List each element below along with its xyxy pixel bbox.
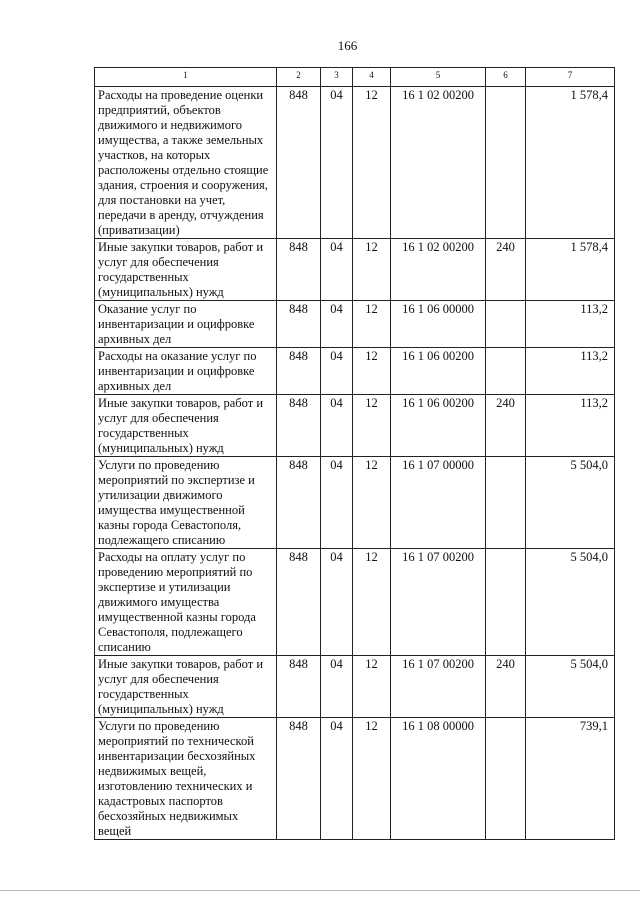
table-row [95, 549, 615, 656]
amount: 1 578,4 [526, 239, 615, 301]
pr-code: 12 [353, 395, 391, 457]
table-row [95, 87, 615, 239]
gr-code: 848 [277, 301, 321, 348]
vr-code: 240 [486, 395, 526, 457]
csr-code: 16 1 06 00000 [391, 301, 486, 348]
pr-code: 12 [353, 656, 391, 718]
rz-code: 04 [321, 395, 353, 457]
vr-code [486, 348, 526, 395]
header-col-7: 7 [526, 68, 615, 87]
rz-code: 04 [321, 87, 353, 239]
header-row [95, 68, 615, 87]
rz-code: 04 [321, 718, 353, 840]
gr-code: 848 [277, 395, 321, 457]
table-row [95, 656, 615, 718]
vr-code [486, 301, 526, 348]
gr-code: 848 [277, 549, 321, 656]
amount: 739,1 [526, 718, 615, 840]
expense-name: Расходы на оплату услуг по проведению мероприятий по экспертизе и утилизации движимого имущества имущественной казны города Севастополя, подлежащего списанию [95, 549, 277, 656]
vr-code: 240 [486, 239, 526, 301]
amount: 113,2 [526, 301, 615, 348]
page-number: 166 [337, 38, 358, 53]
csr-code: 16 1 07 00200 [391, 549, 486, 656]
header-col-3: 3 [321, 68, 353, 87]
csr-code: 16 1 06 00200 [391, 395, 486, 457]
vr-code [486, 87, 526, 239]
pr-code: 12 [353, 301, 391, 348]
amount: 5 504,0 [526, 656, 615, 718]
gr-code: 848 [277, 87, 321, 239]
csr-code: 16 1 07 00000 [391, 457, 486, 549]
expense-name: Иные закупки товаров, работ и услуг для обеспечения государственных (муниципальных) нужд [95, 239, 277, 301]
amount: 113,2 [526, 395, 615, 457]
header-col-5: 5 [391, 68, 486, 87]
expense-name: Услуги по проведению мероприятий по технической инвентаризации бесхозяйных недвижимых вещей, изготовлению технических и кадастровых паспортов бесхозяйных недвижимых вещей [95, 718, 277, 840]
csr-code: 16 1 06 00200 [391, 348, 486, 395]
expense-name: Расходы на оказание услуг по инвентаризации и оцифровке архивных дел [95, 348, 277, 395]
gr-code: 848 [277, 457, 321, 549]
vr-code [486, 718, 526, 840]
csr-code: 16 1 08 00000 [391, 718, 486, 840]
rz-code: 04 [321, 457, 353, 549]
header-col-1: 1 [95, 68, 277, 87]
gr-code: 848 [277, 348, 321, 395]
rz-code: 04 [321, 239, 353, 301]
expense-name: Иные закупки товаров, работ и услуг для обеспечения государственных (муниципальных) нужд [95, 656, 277, 718]
expense-name: Оказание услуг по инвентаризации и оцифровке архивных дел [95, 301, 277, 348]
csr-code: 16 1 02 00200 [391, 87, 486, 239]
amount: 5 504,0 [526, 549, 615, 656]
table-row [95, 395, 615, 457]
pr-code: 12 [353, 87, 391, 239]
expense-name: Расходы на проведение оценки предприятий, объектов движимого и недвижимого имущества, а также земельных участков, на которых расположены отдельно стоящие здания, строения и сооружения, для постановки на учет, передачи в аренду, отчуждения (приватизации) [95, 87, 277, 239]
table-row [95, 301, 615, 348]
gr-code: 848 [277, 718, 321, 840]
expense-name: Иные закупки товаров, работ и услуг для обеспечения государственных (муниципальных) нужд [95, 395, 277, 457]
vr-code: 240 [486, 656, 526, 718]
header-col-6: 6 [486, 68, 526, 87]
vr-code [486, 549, 526, 656]
table-row [95, 457, 615, 549]
csr-code: 16 1 07 00200 [391, 656, 486, 718]
rz-code: 04 [321, 656, 353, 718]
pr-code: 12 [353, 457, 391, 549]
pr-code: 12 [353, 718, 391, 840]
rz-code: 04 [321, 549, 353, 656]
pr-code: 12 [353, 239, 391, 301]
rz-code: 04 [321, 301, 353, 348]
page-edge-rule [0, 890, 640, 891]
pr-code: 12 [353, 348, 391, 395]
pr-code: 12 [353, 549, 391, 656]
header-col-2: 2 [277, 68, 321, 87]
table-row [95, 239, 615, 301]
amount: 113,2 [526, 348, 615, 395]
table-row [95, 718, 615, 840]
rz-code: 04 [321, 348, 353, 395]
table-row [95, 348, 615, 395]
budget-table [94, 67, 615, 840]
csr-code: 16 1 02 00200 [391, 239, 486, 301]
amount: 1 578,4 [526, 87, 615, 239]
vr-code [486, 457, 526, 549]
expense-name: Услуги по проведению мероприятий по экспертизе и утилизации движимого имущества имущественной казны города Севастополя, подлежащего списанию [95, 457, 277, 549]
gr-code: 848 [277, 656, 321, 718]
amount: 5 504,0 [526, 457, 615, 549]
gr-code: 848 [277, 239, 321, 301]
header-col-4: 4 [353, 68, 391, 87]
